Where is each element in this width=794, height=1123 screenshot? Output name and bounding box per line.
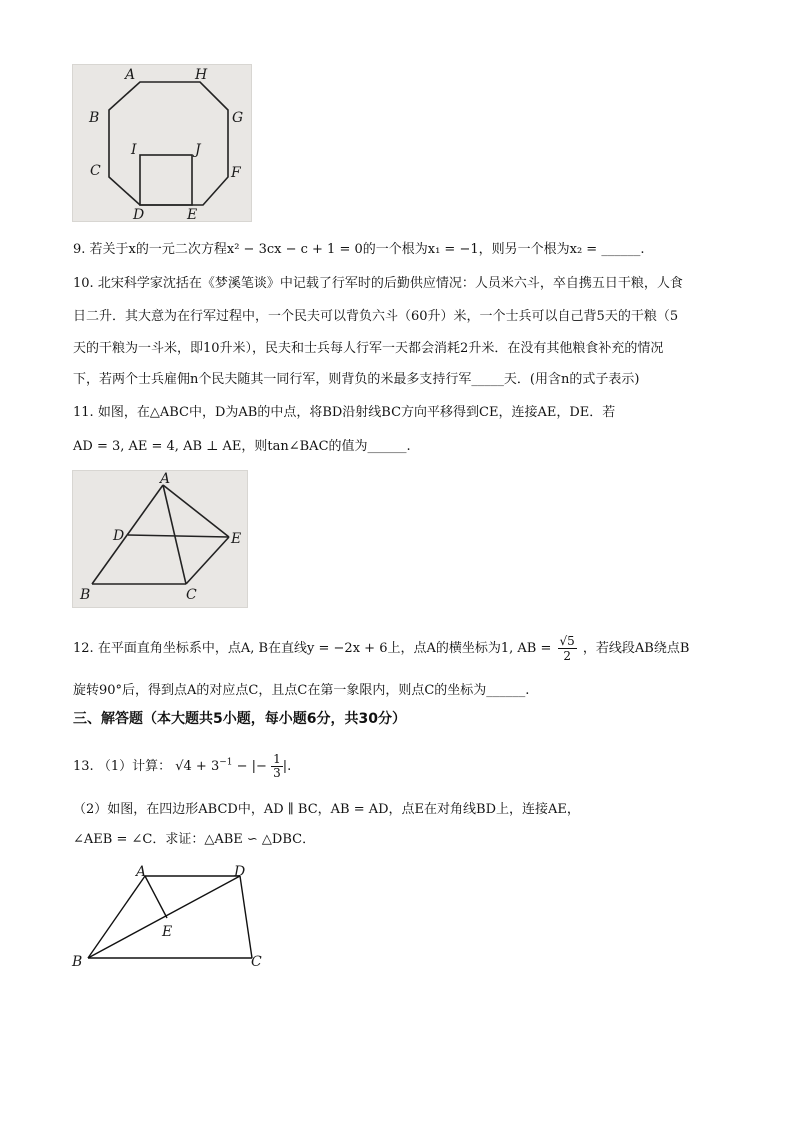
q13-part1-label: （1）计算： — [97, 759, 172, 774]
label-E: E — [231, 531, 242, 547]
label-B: B — [89, 110, 100, 126]
label-D: D — [234, 864, 246, 880]
label-A: A — [136, 864, 147, 880]
question-13-part2-line2: ∠AEB = ∠C．求证：△ABE ∽ △DBC． — [73, 832, 316, 847]
label-D: D — [133, 207, 145, 221]
label-B: B — [72, 954, 83, 970]
segment-DE — [128, 535, 229, 537]
label-J: J — [195, 142, 201, 158]
q9-number: 9. — [73, 242, 86, 257]
label-E: E — [162, 924, 173, 940]
segment-AB — [92, 485, 163, 584]
label-C: C — [186, 587, 197, 603]
q10-text-1: 北宋科学家沈括在《梦溪笔谈》中记载了行军时的后勤供应情况：人员米六斗，卒自携五日干粮，人食 — [97, 276, 683, 291]
q12-fraction — [558, 634, 577, 663]
q13-part1-exponent: −1 — [219, 757, 233, 768]
section-3-title: 三、解答题（本大题共5小题，每小题6分，共30分） — [73, 711, 406, 727]
label-C: C — [251, 954, 262, 970]
label-I: I — [131, 142, 137, 158]
segment-DC — [240, 876, 252, 958]
question-10-line1 — [73, 275, 683, 293]
question-13-part2-line1: （2）如图，在四边形ABCD中，AD ∥ BC，AB = AD，点E在对角线BD上，连接AE， — [73, 802, 580, 817]
label-E: E — [187, 207, 198, 221]
label-H: H — [195, 67, 208, 83]
label-A: A — [125, 67, 136, 83]
q12-text-1b: ，若线段AB绕点B — [582, 641, 690, 656]
q13-frac-num: 1 — [273, 752, 281, 766]
label-F: F — [231, 165, 241, 181]
q12-text-1a: 在平面直角坐标系中，点A, B在直线y = −2x + 6上，点A的横坐标为1, AB = — [97, 641, 552, 656]
segment-CE — [186, 537, 229, 584]
triangle-diagram — [73, 471, 247, 607]
question-10-line2: 日二升．其大意为在行军过程中，一个民夫可以背负六斗（60升）米，一个士兵可以自己背5天的干粮（5 — [73, 309, 679, 324]
label-B: B — [80, 587, 91, 603]
segment-BD — [88, 876, 240, 958]
question-11-line1 — [73, 404, 615, 422]
question-9 — [73, 241, 644, 259]
square-ijde — [140, 155, 192, 205]
segment-AE — [145, 876, 167, 918]
question-12-line2: 旋转90°后，得到点A的对应点C，且点C在第一象限内，则点C的坐标为______. — [73, 683, 530, 698]
q10-number: 10. — [73, 276, 94, 291]
q13-part1-expr-c: |. — [282, 759, 292, 774]
q12-frac-num: √5 — [559, 634, 575, 648]
q13-part1-fraction — [271, 753, 283, 780]
label-C: C — [90, 163, 101, 179]
triangle-figure — [72, 470, 248, 608]
q11-number: 11. — [73, 405, 94, 420]
question-10-line4: 下，若两个士兵雇佣n个民夫随其一同行军，则背负的米最多支持行军_____天．(用含n的式子表示) — [73, 372, 640, 387]
question-11-line2: AD = 3, AE = 4, AB ⊥ AE，则tan∠BAC的值为______. — [73, 439, 411, 454]
q13-part1-expr-b: − |− — [232, 759, 267, 774]
q11-text-1: 如图，在△ABC中，D为AB的中点，将BD沿射线BC方向平移得到CE，连接AE，DE．若 — [97, 405, 616, 420]
question-12-line1 — [73, 634, 689, 663]
question-10-line3: 天的干粮为一斗米，即10升米），民夫和士兵每人行军一天都会消耗2升米．在没有其他粮食补充的情况 — [73, 341, 664, 356]
octagon-diagram — [73, 65, 251, 221]
label-D: D — [113, 528, 125, 544]
q13-frac-den: 3 — [273, 766, 281, 780]
q12-number: 12. — [73, 641, 94, 656]
q13-number: 13. — [73, 759, 94, 774]
label-A: A — [160, 471, 171, 487]
q9-text: 若关于x的一元二次方程x² − 3cx − c + 1 = 0的一个根为x₁ = −1，则另一个根为x₂ = ______. — [89, 242, 645, 257]
q13-part1-expr-a: √4 + 3 — [175, 759, 220, 774]
octagon-figure — [72, 64, 252, 222]
question-13-part1 — [73, 753, 291, 780]
segment-AB — [88, 876, 145, 958]
label-G: G — [232, 110, 244, 126]
q12-frac-den: 2 — [563, 649, 571, 663]
octagon-shape — [109, 82, 228, 205]
quadrilateral-figure — [68, 860, 278, 975]
